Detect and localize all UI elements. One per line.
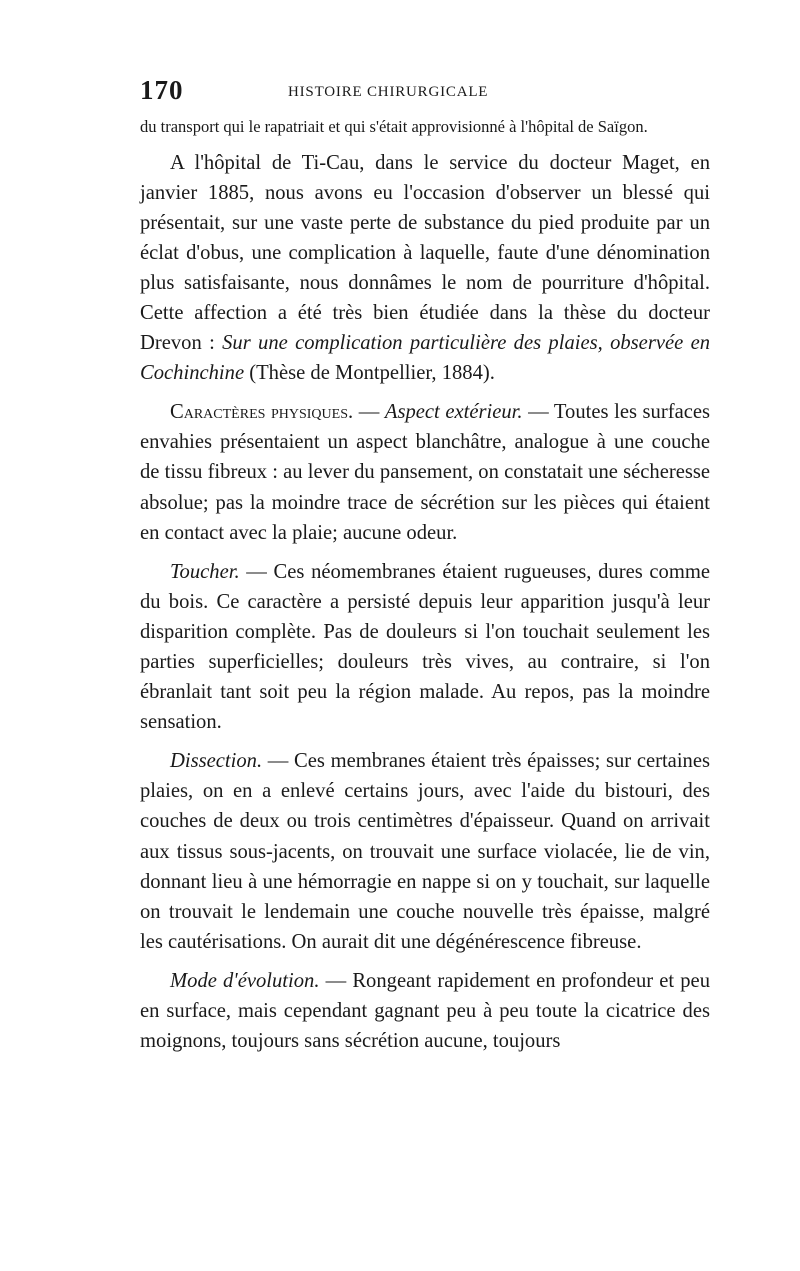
paragraph-ti-cau	[140, 148, 710, 389]
running-title: HISTOIRE CHIRURGICALE	[288, 84, 489, 100]
paragraph-text: — Toutes les surfaces envahies présentaient un aspect blanchâtre, analogue à une couche de tissu fibreux : au lever du pansement, on constatait une sécheresse absolue; pas la moindre trace de sécrétion sur les pièces qui étaient en contact avec la plaie; aucune odeur.	[140, 401, 711, 544]
paragraph-dissection	[140, 746, 710, 957]
paragraph-toucher	[140, 557, 710, 738]
subheading: Mode d'évolution.	[170, 969, 320, 992]
subheading: Dissection.	[170, 750, 263, 773]
paragraph-text: — Ces membranes étaient très épaisses; sur certaines plaies, on en a enlevé certains jours, avec l'aide du bistouri, des couches de deux ou trois centimètres d'épaisseur. Quand on arrivait aux tissus sous-jacents, on trouvait une surface violacée, lie de vin, donnant lieu à une hémorragie en nappe si on y touchait, sur laquelle on trouvait le lendemain une couche nouvelle très épaisse, malgré les cautérisations. On aurait dit une dégénérescence fibreuse.	[140, 750, 710, 953]
page-number: 170	[140, 75, 184, 105]
section-heading: Caractères physiques.	[170, 401, 354, 424]
book-page	[140, 75, 710, 1056]
dash-separator: —	[353, 401, 385, 424]
paragraph-continuation: du transport qui le rapatriait et qui s'était approvisionné à l'hôpital de Saïgon.	[140, 117, 648, 136]
paragraph-evolution	[140, 966, 710, 1056]
paragraph-caracteres	[140, 397, 710, 547]
paragraph-text: A l'hôpital de Ti-Cau, dans le service du docteur Maget, en janvier 1885, nous avons eu l'occasion d'observer un blessé qui présentait, sur une vaste perte de substance du pied produite par un éclat d'obus, une complication à laquelle, faute d'une dénomination plus satisfaisante, nous donnâmes le nom de pourriture d'hôpital. Cette affection a été très bien étudiée dans la thèse du docteur Drevon :	[140, 151, 710, 355]
subheading: Aspect extérieur.	[384, 401, 523, 424]
thesis-title: Sur une complication particulière des plaies, observée en Cochinchine	[140, 332, 711, 385]
page-header	[140, 75, 710, 111]
paragraph-text: — Ces néomembranes étaient rugueuses, dures comme du bois. Ce caractère a persisté depuis leur apparition jusqu'à leur disparition complète. Pas de douleurs si l'on touchait seulement les parties superficielles; douleurs très vives, au contraire, si l'on ébranlait tant soit peu la région malade. Au repos, pas la moindre sensation.	[140, 560, 710, 734]
paragraph-text: — Rongeant rapidement en profondeur et peu en surface, mais cependant gagnant peu à peu toute la cicatrice des moignons, toujours sans sécrétion aucune, toujours	[140, 969, 710, 1053]
paragraph-text-end: (Thèse de Montpellier, 1884).	[244, 362, 495, 385]
subheading: Toucher.	[170, 560, 240, 583]
